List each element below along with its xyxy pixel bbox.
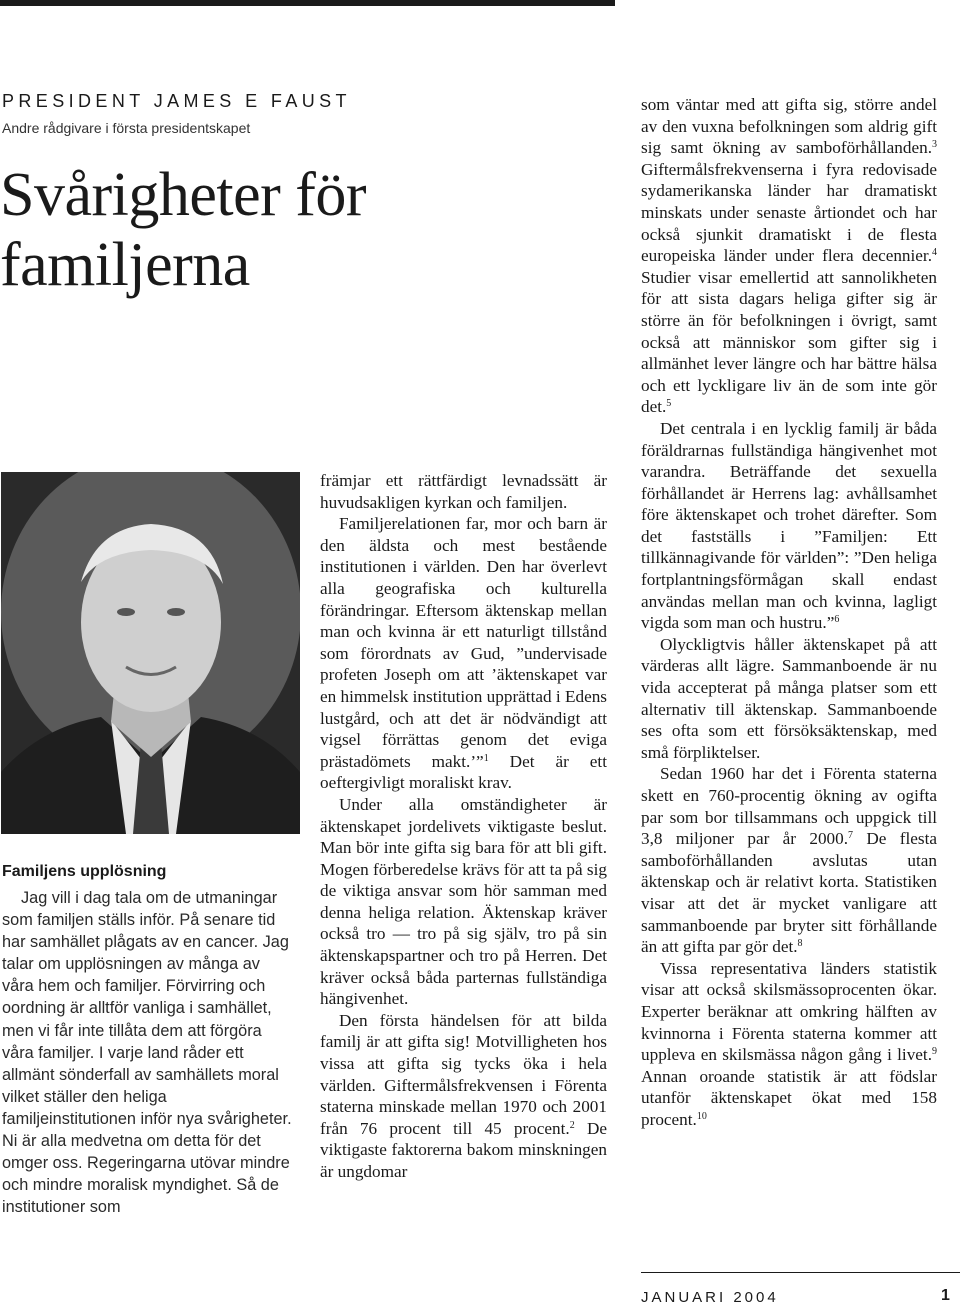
paragraph — [320, 513, 607, 794]
paragraph-text: Det centrala i en lycklig familj är båda föräldrarnas fullständiga hängivenhet mot varandra. Beträffande det sexuella förhållandet är Herrens lag: avhållsamhet före äktenskapet och trohet därefter. Som det fastställs i ”Familjen: Ett tillkännagivande för världen”: ”Den heliga fortplantningsförmågan skall endast användas mellan man och kvinna, lagligt vigda som man och hustru.” — [641, 418, 937, 633]
paragraph — [641, 958, 937, 1131]
footnote-ref: 5 — [666, 398, 672, 410]
footer-rule — [641, 1272, 960, 1273]
footnote-ref: 3 — [932, 139, 937, 151]
paragraph — [641, 763, 937, 957]
paragraph: Jag vill i dag tala om de utmaningar som familjen ställs inför. På senare tid har samhället plågats av en cancer. Jag talar om upplösningen av många av våra hem och familjer. Förvirring och oordning är alltför vanliga i samhället, men vi får inte tillåta dem att förgöra våra familjer. I varje land råder ett allmänt sönderfall av samhällets moral vilket ställer den heliga familjeinstitutionen inför nya svårigheter. Ni är alla medvetna om detta för det omger oss. Regeringarna utövar mindre och mindre moralisk myndighet. Så de institutioner som — [2, 889, 292, 1217]
footnote-ref: 2 — [569, 1119, 575, 1131]
paragraph-text: Familjerelationen far, mor och barn är den äldsta och mest bestående institutionen i världen. Den har överlevt alla geografiska och kulturella förändringar. Eftersom äktenskap mellan man och kvinna är ett naturligt tillstånd som förordnats av Gud, ”undervisade profeten Joseph om att ’äktenskapet var en himmelsk institution upprättad i Edens lustgård, och att det är nödvändigt att vigsel förrättas genom det eviga prästadömets makt.’” — [320, 514, 607, 771]
paragraph-text: Studier visar emellertid att sannolikheten för att sista dagars heliga gifter sig är större än för befolkningen i övrigt, samt också att människor som gifter sig i allmänhet lever längre och har bättre hälsa och ett lyckligare liv än de som inte gör det. — [641, 267, 937, 417]
page-number: 1 — [941, 1287, 950, 1304]
paragraph-text: Giftermålsfrekvenserna i fyra redovisade sydamerikanska länder har dramatiskt minskats under senaste årtiondet och har också sjunkit dramatiskt i de flesta europeiska länder under flera decennier. — [641, 159, 937, 266]
column-2 — [320, 470, 607, 1183]
paragraph: främjar ett rättfärdigt levnadssätt är huvudsakligen kyrkan och familjen. — [320, 471, 607, 512]
paragraph-text: Det är ett oeftergivligt moraliskt krav. — [320, 751, 607, 793]
column-1 — [2, 861, 292, 1218]
paragraph-text: De flesta samboförhållanden avslutas utan äktenskap och är relativt korta. Statistiken visar att det är mycket vanligare att sammanboende par bryter sitt förhållande än att gifta par gör det. — [641, 829, 937, 957]
paragraph-text: Vissa representativa länders statistik visar att också skilsmässoprocenten ökar. Experter beräknar att omkring hälften av kvinnorna i Förenta staterna kommer att uppleva en skilsmässa någon gång i livet. — [641, 958, 937, 1065]
footnote-ref: 1 — [483, 752, 489, 764]
paragraph: Under alla omständigheter är äktenskapet jordelivets viktigaste beslut. Man bör inte gifta sig bara för att bli gift. Mogen förberedelse krävs för att ta på sig de viktiga ansvar som hör samman med denna heliga relation. Äktenskap kräver också tro — tro på sig själv, tro på sin äktenskapspartner och tro på Herren. Det kräver också båda parternas fullständiga hängivenhet. — [320, 794, 607, 1009]
top-rule — [0, 0, 615, 6]
paragraph-text: De viktigaste faktorerna bakom minskningen är ungdomar — [320, 1118, 607, 1181]
paragraph — [641, 94, 937, 418]
headline-line-1: Svårigheter för — [0, 161, 367, 229]
paragraph — [641, 418, 937, 634]
footnote-ref: 6 — [834, 614, 840, 626]
paragraph: Olyckligtvis håller äktenskapet på att värderas allt lägre. Sammanboende är nu vida accepterat på många platser som ett alternativ till äktenskap. Sammanboende ses ofta som ett försöksäktenskap, med små förpliktelser. — [641, 634, 937, 762]
footnote-ref: 10 — [696, 1110, 707, 1122]
portrait-photo-icon — [1, 472, 300, 834]
paragraph-text: Sedan 1960 har det i Förenta staterna skett en 760-procentig ökning av ogifta par som bor tillsammans och uppgick till 3,8 miljoner par år 2000. — [641, 764, 937, 849]
footnote-ref: 4 — [932, 247, 937, 259]
paragraph-text: som väntar med att gifta sig, större andel av den vuxna befolkningen som aldrig gift sig samt ökning av samboförhållanden. — [641, 95, 937, 158]
paragraph-text: Den första händelsen för att bilda familj är att gifta sig! Motvilligheten hos vissa att gifta sig tycks öka i hela världen. Giftermålsfrekvensen i Förenta staterna minskade mellan 1970 och 2001 från 76 procent till 45 procent. — [320, 1010, 607, 1138]
footnote-ref: 7 — [848, 830, 854, 842]
article-headline — [0, 160, 560, 300]
footnote-ref: 9 — [932, 1046, 937, 1058]
paragraph-text: Annan oroande statistik är att födslar utanför äktenskapet ökat med 158 procent. — [641, 1066, 937, 1129]
portrait-photo — [1, 472, 300, 834]
headline-line-2: familjerna — [0, 231, 250, 299]
section-heading: Familjens upplösning — [2, 863, 167, 880]
paragraph — [320, 1010, 607, 1183]
footer-date: JANUARI 2004 — [641, 1289, 779, 1306]
author-name: PRESIDENT JAMES E FAUST — [2, 91, 351, 111]
column-3 — [641, 94, 937, 1131]
author-title: Andre rådgivare i första presidentskapet — [2, 120, 251, 136]
footnote-ref: 8 — [797, 938, 803, 950]
